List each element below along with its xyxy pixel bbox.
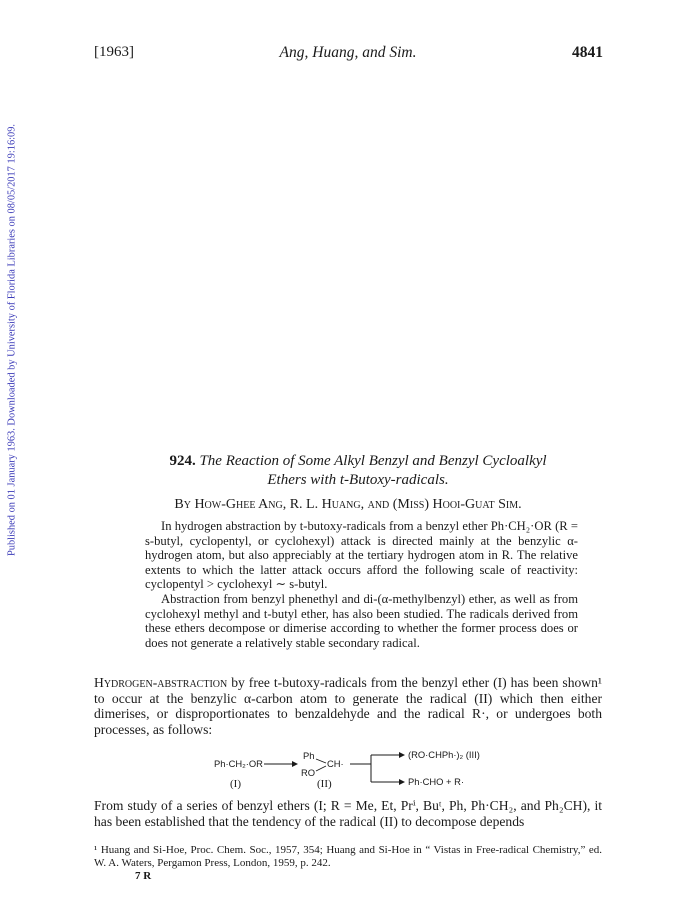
running-header-year: [1963] [94,44,134,60]
signature-mark: 7 R [135,870,152,882]
footnote [94,844,602,869]
footnote-text: ¹ Huang and Si-Hoe, Proc. Chem. Soc., 1957, 354; Huang and Si-Hoe in “ Vistas in Free-radical Chemistry,” ed. W. A. Waters, Pergamon Press, London, 1959, p. 242. [94,844,602,869]
running-header-authors: Ang, Huang, and Sim. [279,44,417,61]
body-paragraph-1-text: by free t-butoxy-radicals from the benzyl ether (I) has been shown¹ to occur at the benzylic α-carbon atom to generate the radical (II) which then either dimerises, or disproportionates to benzaldehyde and the radical R·, or undergoes both processes, as follows: [94,675,602,737]
download-notice-text: Published on 01 January 1963. Downloaded by University of Florida Libraries on 08/05/2017 19:16:09. [6,123,18,557]
author-byline: By How-Ghee Ang, R. L. Huang, and (Miss) Hooi-Guat Sim. [174,497,522,512]
body-paragraph-1 [94,675,602,737]
article-title-line1: The Reaction of Some Alkyl Benzyl and Benzyl Cycloalkyl [199,453,547,469]
body-paragraph-2-text: From study of a series of benzyl ethers (I; R = Me, Et, Prⁱ, Buᵗ, Ph, Ph·CH₂, and Ph₂CH), it has been established that the tendency of the radical (II) to decompose depends [94,798,602,829]
abstract-paragraph-2: Abstraction from benzyl phenethyl and di-(α-methylbenzyl) ether, as well as from cyclohexyl methyl and t-butyl ether, has also been studied. The radicals derived from these ethers decompose or dimerise according to whether the former process does or does not generate a relatively stable secondary radical. [145,591,578,650]
abstract-paragraph-1: In hydrogen abstraction by t-butoxy-radicals from a benzyl ether Ph·CH₂·OR (R = s-butyl, cyclopentyl, or cyclohexyl) attack is directed mainly at the benzylic α-hydrogen atom, but also appreciably at the tertiary hydrogen atom in R. The relative extents to which the latter attack occurs afford the following scale of reactivity: cyclopentyl > cyclohexyl ∼ s-butyl. [145,519,578,592]
article-title [118,452,598,490]
article-title-line2: Ethers with t-Butoxy-radicals. [267,472,449,488]
abstract [145,519,578,650]
label-II: (II) [317,778,332,790]
article-number: 924. [169,453,196,469]
page-number: 4841 [572,44,603,61]
radical-center: CH· [327,758,344,769]
dimer-product: (RO·CHPh·)₂ (III) [408,749,480,760]
reactant-formula: Ph·CH₂·OR [214,758,263,769]
radical-phenyl: Ph [303,750,315,761]
radical-alkoxy: RO [301,767,316,778]
body-paragraph-2 [94,798,602,829]
disproportionation-product: Ph·CHO + R· [408,776,464,787]
reaction-arrows [0,750,696,792]
lead-small-caps: Hydrogen-abstraction [94,675,228,690]
reaction-scheme [0,750,696,792]
label-I: (I) [230,778,241,790]
